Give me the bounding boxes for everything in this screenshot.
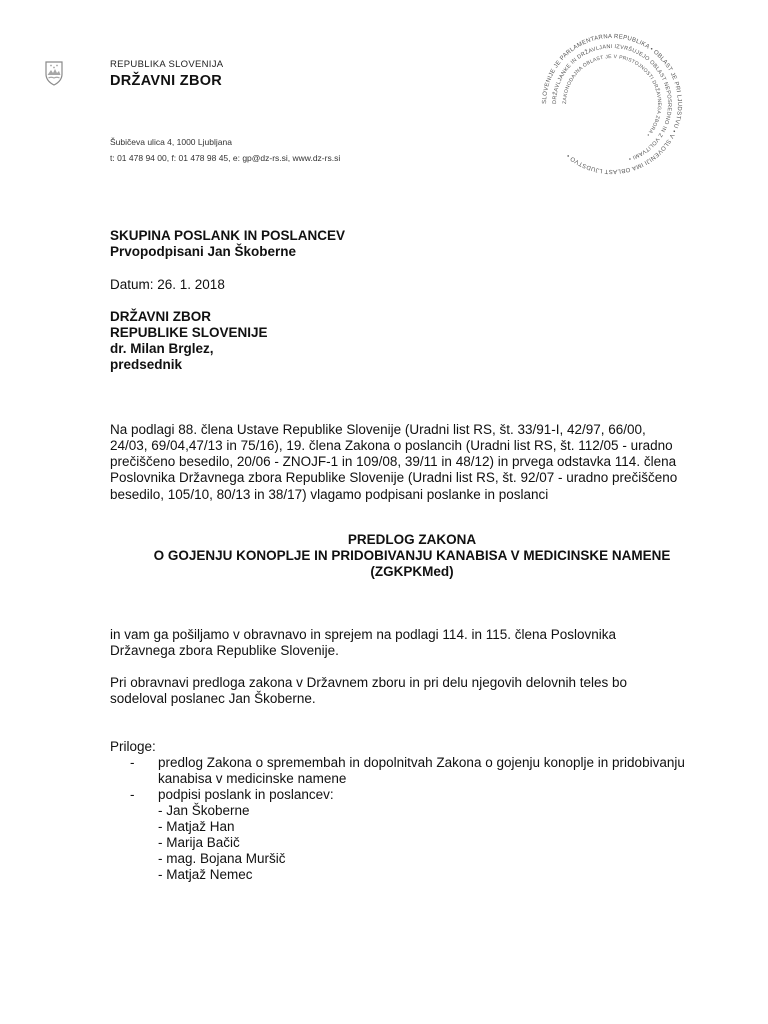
signatory-item: - Matjaž Han: [158, 819, 235, 834]
sender-line1: SKUPINA POSLANK IN POSLANCEV: [110, 228, 346, 243]
para2-line: in vam ga pošiljamo v obravnavo in sprejem na podlagi 114. in 115. člena Poslovnika: [110, 627, 617, 642]
signatory-item: - Matjaž Nemec: [158, 867, 253, 882]
letterhead-org-line1: REPUBLIKA SLOVENIJA: [110, 59, 224, 70]
recipient-line3: dr. Milan Brglez,: [110, 341, 214, 356]
para2-line: Državnega zbora Republike Slovenije.: [110, 643, 339, 658]
recipient-line2: REPUBLIKE SLOVENIJE: [110, 325, 268, 340]
bill-title-abbr: (ZGKPKMed): [370, 564, 454, 579]
document-date: Datum: 26. 1. 2018: [110, 277, 225, 292]
intro-line: Na podlagi 88. člena Ustave Republike Slovenije (Uradni list RS, št. 33/91-I, 42/97, 66/00,: [110, 422, 646, 437]
svg-text:DRŽAVLJANKE IN DRŽAVLJANI IZVR: [551, 44, 672, 161]
sender-line2: Prvopodpisani Jan Škoberne: [110, 244, 297, 259]
attachment-bullet: -: [130, 787, 135, 802]
intro-line: besedilo, 105/10, 80/13 in 38/17) vlagamo podpisani poslanke in poslanci: [110, 487, 549, 502]
seal-outer-text: SLOVENIJE JE PARLAMENTARNA REPUBLIKA • OBLAST JE PRI LJUDSTVU • V SLOVENIJI IMA OBLAST LJUDSTVO •: [541, 33, 683, 175]
attachment-item1-line: predlog Zakona o spremembah in dopolnitvah Zakona o gojenju konoplje in pridobivanju: [158, 755, 685, 770]
recipient-line4: predsednik: [110, 357, 183, 372]
para3-line: Pri obravnavi predloga zakona v Državnem zboru in pri delu njegovih delovnih teles bo: [110, 675, 628, 690]
intro-line: Poslovnika Državnega zbora Republike Slovenije (Uradni list RS, št. 92/07 - uradno prečiščeno: [110, 470, 678, 485]
letterhead-address: Šubičeva ulica 4, 1000 Ljubljana: [110, 137, 232, 147]
seal-middle-text: DRŽAVLJANKE IN DRŽAVLJANI IZVRŠUJEJO OBLAST NEPOSREDNO IN Z VOLITVAMI •: [551, 43, 673, 162]
svg-text:ZAKONODAJNA OBLAST JE V PRISTO: [562, 54, 662, 137]
recipient-line1: DRŽAVNI ZBOR: [110, 309, 211, 324]
attachments-heading: Priloge:: [110, 739, 156, 754]
intro-line: 24/03, 69/04,47/13 in 75/16), 19. člena Zakona o poslancih (Uradni list RS, št. 112/05 - uradno: [110, 438, 673, 453]
attachment-item1-line: kanabisa v medicinske namene: [158, 771, 347, 786]
bill-title-line1: PREDLOG ZAKONA: [347, 532, 477, 547]
signatory-item: - Jan Škoberne: [158, 803, 250, 818]
letterhead-org-line2: DRŽAVNI ZBOR: [110, 73, 223, 89]
para3-line: sodeloval poslanec Jan Škoberne.: [110, 691, 316, 706]
signatory-item: - mag. Bojana Muršič: [158, 851, 286, 866]
seal-emblem: [538, 30, 686, 178]
coat-of-arms-icon: [44, 60, 64, 86]
bill-title-line2: O GOJENJU KONOPLJE IN PRIDOBIVANJU KANABISA V MEDICINSKE NAMENE: [153, 548, 671, 563]
attachment-item2: podpisi poslank in poslancev:: [158, 787, 334, 802]
attachment-bullet: -: [130, 755, 135, 770]
signatory-item: - Marija Bačič: [158, 835, 240, 850]
intro-line: prečiščeno besedilo, 20/06 - ZNOJF-1 in 109/08, 39/11 in 48/12) in prvega odstavka 114. člena: [110, 454, 677, 469]
seal-inner-text: ZAKONODAJNA OBLAST JE V PRISTOJNOSTI DRŽAVNEGA ZBORA •: [561, 53, 663, 138]
letterhead-contacts: t: 01 478 94 00, f: 01 478 98 45, e: gp@dz-rs.si, www.dz-rs.si: [110, 153, 341, 163]
